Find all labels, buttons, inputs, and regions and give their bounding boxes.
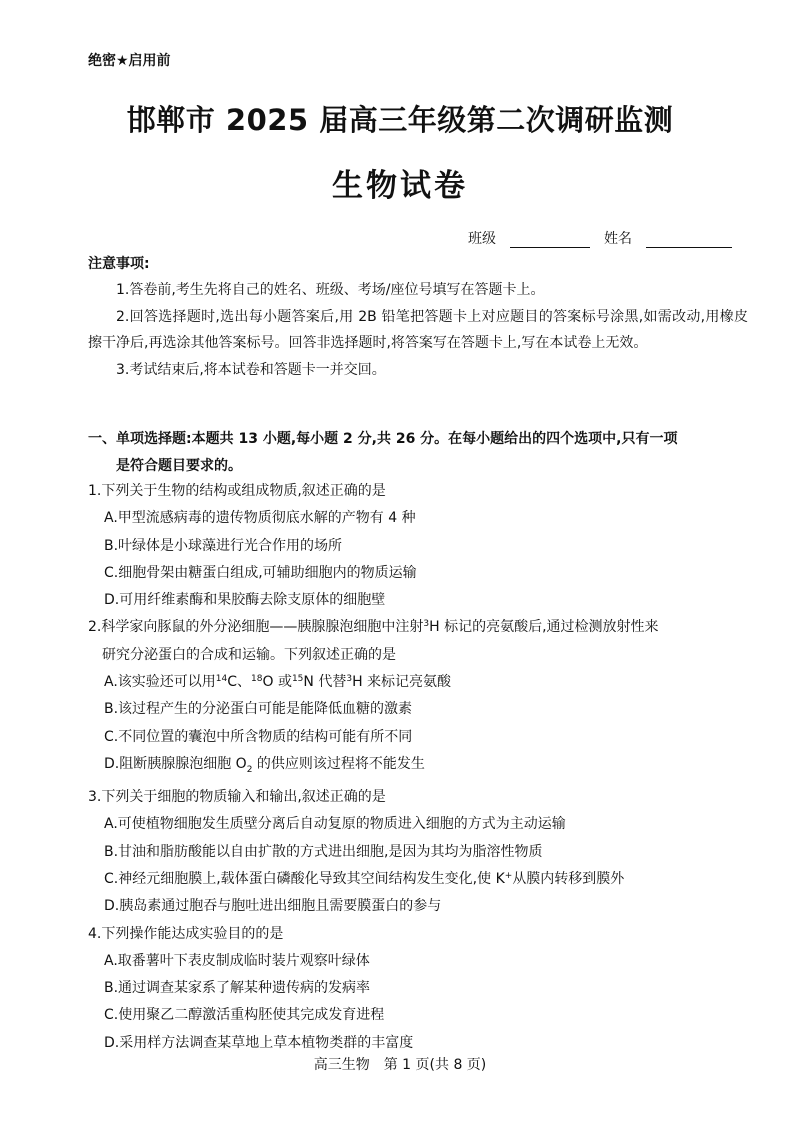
question-4-option-d: D.采用样方法调查某草地上草本植物类群的丰富度 xyxy=(104,1034,414,1051)
option-text: C、 xyxy=(227,674,252,691)
question-1-option-a: A.甲型流感病毒的遗传物质彻底水解的产物有 4 种 xyxy=(104,510,416,527)
section-line-1: 一、单项选择题:本题共 13 小题,每小题 2 分,共 26 分。在每小题给出的四个选项中,只有一项 xyxy=(88,431,678,447)
class-label: 班级 xyxy=(468,231,496,247)
section-heading xyxy=(88,426,748,479)
ion-superscript: + xyxy=(504,870,513,881)
question-2-option-b: B.该过程产生的分泌蛋白可能是能降低血糖的激素 xyxy=(104,701,413,718)
isotope-superscript: 15 xyxy=(291,674,304,685)
question-2-stem-text: H 标记的亮氨酸后,通过检测放射性来 xyxy=(429,619,659,636)
isotope-superscript: 14 xyxy=(215,674,228,685)
page-footer: 高三生物 第 1 页(共 8 页) xyxy=(313,1057,487,1073)
question-2-option-c: C.不同位置的囊泡中所含物质的结构可能有所不同 xyxy=(104,728,413,745)
subscript: 2 xyxy=(246,764,253,775)
isotope-superscript: 18 xyxy=(251,674,263,685)
option-text: H 来标记亮氨酸 xyxy=(352,674,452,691)
notes-heading: 注意事项: xyxy=(88,256,150,272)
question-3-option-d: D.胰岛素通过胞吞与胞吐进出细胞且需要膜蛋白的参与 xyxy=(104,898,442,915)
option-text: 的供应则该过程将不能发生 xyxy=(252,755,425,772)
question-2-stem-line-2: 研究分泌蛋白的合成和运输。下列叙述正确的是 xyxy=(102,646,396,663)
question-2-stem xyxy=(88,614,750,669)
question-list xyxy=(88,478,750,1057)
question-4-stem: 4.下列操作能达成实验目的的是 xyxy=(88,925,284,942)
option-text: N 代替 xyxy=(303,674,347,691)
student-info-row xyxy=(468,228,732,248)
option-text: C.神经元细胞膜上,载体蛋白磷酸化导致其空间结构发生变化,使 K xyxy=(104,870,505,887)
question-1-option-c: C.细胞骨架由糖蛋白组成,可辅助细胞内的物质运输 xyxy=(104,564,417,581)
note-item: 1.答卷前,考生先将自己的姓名、班级、考场/座位号填写在答题卡上。 xyxy=(116,282,545,298)
confidential-label: 绝密★启用前 xyxy=(88,53,171,69)
question-1-stem: 1.下列关于生物的结构或组成物质,叙述正确的是 xyxy=(88,483,386,499)
name-label: 姓名 xyxy=(604,231,632,247)
exam-subject: 生物试卷 xyxy=(332,168,468,204)
isotope-superscript: 3 xyxy=(423,619,430,630)
note-item: 3.考试结束后,将本试卷和答题卡一并交回。 xyxy=(116,361,386,378)
option-text: 从膜内转移到膜外 xyxy=(512,870,625,887)
question-4-option-c: C.使用聚乙二醇激活重构胚使其完成发育进程 xyxy=(104,1007,385,1024)
exam-title: 邯郸市 2025 届高三年级第二次调研监测 xyxy=(126,103,674,137)
question-3-option-c xyxy=(88,866,750,893)
isotope-superscript: 3 xyxy=(346,674,353,685)
section-line-2: 是符合题目要求的。 xyxy=(116,457,242,474)
question-3-stem: 3.下列关于细胞的物质输入和输出,叙述正确的是 xyxy=(88,789,386,806)
question-2-stem-text: 2.科学家向豚鼠的外分泌细胞——胰腺腺泡细胞中注射 xyxy=(88,619,424,636)
name-blank xyxy=(646,233,732,248)
question-4-option-a: A.取番薯叶下表皮制成临时装片观察叶绿体 xyxy=(104,952,370,969)
question-2-option-d xyxy=(88,751,750,784)
option-text: O 或 xyxy=(262,674,292,691)
question-4-option-b: B.通过调查某家系了解某种遗传病的发病率 xyxy=(104,980,371,997)
question-1-option-b: B.叶绿体是小球藻进行光合作用的场所 xyxy=(104,537,343,554)
option-text: D.阻断胰腺腺泡细胞 O xyxy=(104,755,247,772)
notes-list xyxy=(88,277,748,383)
option-text: A.该实验还可以用 xyxy=(104,674,216,691)
question-3-option-a: A.可使植物细胞发生质壁分离后自动复原的物质进入细胞的方式为主动运输 xyxy=(104,816,566,833)
question-1-option-d: D.可用纤维素酶和果胶酶去除支原体的细胞壁 xyxy=(104,592,386,609)
class-blank xyxy=(510,233,590,248)
note-item: 2.回答选择题时,选出每小题答案后,用 2B 铅笔把答题卡上对应题目的答案标号涂黑,如需改动,用橡皮擦干净后,再选涂其他答案标号。回答非选择题时,将答案写在答题卡上,写在本试卷上无效。 xyxy=(88,308,748,351)
question-2-option-a xyxy=(88,669,750,696)
question-3-option-b: B.甘油和脂肪酸能以自由扩散的方式进出细胞,是因为其均为脂溶性物质 xyxy=(104,843,543,860)
